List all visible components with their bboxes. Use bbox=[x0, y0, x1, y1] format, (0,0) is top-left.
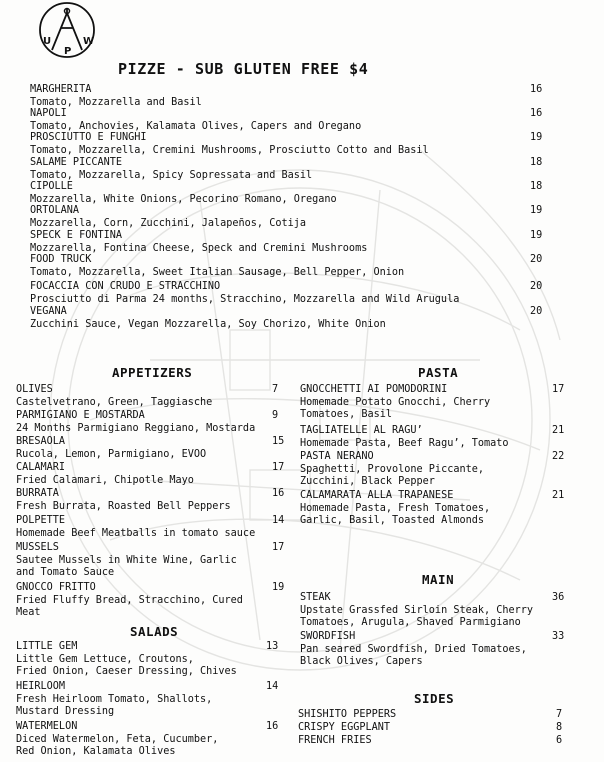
menu-item-description: Prosciutto di Parma 24 months, Stracchino, Mozzarella and Wild Arugula bbox=[30, 293, 460, 305]
menu-item-description: Mozzarella, White Onions, Pecorino Romano, Oregano bbox=[30, 193, 337, 205]
pizze-title: PIZZE - SUB GLUTEN FREE $4 bbox=[118, 60, 369, 78]
appetizer-item bbox=[16, 384, 212, 409]
main-item bbox=[300, 592, 533, 630]
menu-item-name: MARGHERITA bbox=[30, 84, 92, 95]
menu-item-description: Fried Calamari, Chipotle Mayo bbox=[16, 474, 194, 486]
menu-item-name: STEAK bbox=[300, 592, 331, 603]
menu-item-description: Rucola, Lemon, Parmigiano, EVOO bbox=[16, 448, 207, 460]
pasta-item bbox=[300, 384, 490, 422]
menu-item-name: FRENCH FRIES bbox=[298, 735, 372, 746]
menu-item-name: BRESAOLA bbox=[16, 436, 66, 447]
pizza-item bbox=[30, 306, 386, 331]
menu-item-description: Fried Onion, Caeser Dressing, Chives bbox=[16, 666, 237, 677]
side-item bbox=[298, 709, 396, 722]
menu-item-price: 9 bbox=[272, 410, 279, 421]
menu-item-price: 13 bbox=[266, 641, 279, 652]
appetizer-item bbox=[16, 436, 206, 461]
menu-item-name: VEGANA bbox=[30, 306, 67, 317]
menu-item-price: 6 bbox=[556, 735, 563, 746]
menu-item-name: FOOD TRUCK bbox=[30, 254, 92, 265]
menu-item-description: Fried Fluffy Bread, Stracchino, Cured bbox=[16, 594, 243, 606]
menu-item-name: SPECK E FONTINA bbox=[30, 230, 123, 241]
restaurant-logo bbox=[30, 2, 104, 64]
menu-item-price: 22 bbox=[552, 451, 565, 462]
salad-item bbox=[16, 681, 212, 719]
menu-item-price: 14 bbox=[272, 515, 285, 526]
menu-item-name: LITTLE GEM bbox=[16, 641, 78, 652]
menu-item-description: Mozzarella, Corn, Zucchini, Jalapeños, Cotija bbox=[30, 217, 307, 229]
svg-text:W: W bbox=[83, 36, 95, 47]
menu-item-name: GNOCCO FRITTO bbox=[16, 582, 96, 593]
menu-item-price: 17 bbox=[272, 462, 285, 473]
menu-item-name: ORTOLANA bbox=[30, 205, 80, 216]
menu-item-price: 19 bbox=[272, 582, 285, 593]
menu-item-description: Little Gem Lettuce, Croutons, bbox=[16, 653, 194, 665]
menu-item-name: WATERMELON bbox=[16, 721, 78, 732]
menu-item-description: Meat bbox=[16, 607, 41, 618]
pizza-item bbox=[30, 281, 459, 306]
menu-item-name: TAGLIATELLE AL RAGU’ bbox=[300, 425, 423, 436]
menu-item-name: SALAME PICCANTE bbox=[30, 157, 123, 168]
menu-item-price: 7 bbox=[556, 709, 563, 720]
salads-title: SALADS bbox=[130, 624, 179, 639]
menu-item-price: 8 bbox=[556, 722, 563, 733]
menu-item-description: Homemade Pasta, Fresh Tomatoes, bbox=[300, 502, 491, 514]
menu-item-description: Garlic, Basil, Toasted Almonds bbox=[300, 515, 485, 526]
pasta-title: PASTA bbox=[418, 365, 459, 380]
menu-item-description: Tomato, Mozzarella, Cremini Mushrooms, Prosciutto Cotto and Basil bbox=[30, 144, 429, 156]
menu-item-name: SWORDFISH bbox=[300, 631, 356, 642]
sides-title: SIDES bbox=[414, 691, 455, 706]
menu-item-description: Fresh Heirloom Tomato, Shallots, bbox=[16, 693, 213, 705]
menu-item-price: 21 bbox=[552, 425, 565, 436]
menu-item-price: 18 bbox=[530, 157, 543, 168]
menu-item-price: 17 bbox=[272, 542, 285, 553]
pizza-item bbox=[30, 205, 306, 230]
menu-item-name: HEIRLOOM bbox=[16, 681, 66, 692]
salad-item bbox=[16, 721, 218, 759]
menu-item-name: MUSSELS bbox=[16, 542, 59, 553]
menu-item-description: Tomatoes, Basil bbox=[300, 409, 393, 420]
menu-item-description: Tomato, Mozzarella, Spicy Sopressata and Basil bbox=[30, 169, 313, 181]
menu-item-name: NAPOLI bbox=[30, 108, 67, 119]
menu-item-price: 19 bbox=[530, 230, 543, 241]
pizza-item bbox=[30, 230, 367, 255]
menu-item-description: Tomatoes, Arugula, Shaved Parmigiano bbox=[300, 617, 521, 628]
menu-item-price: 7 bbox=[272, 384, 279, 395]
pizza-item bbox=[30, 108, 361, 133]
menu-item-description: Black Olives, Capers bbox=[300, 656, 423, 667]
menu-item-description: Zucchini Sauce, Vegan Mozzarella, Soy Chorizo, White Onion bbox=[30, 318, 386, 330]
menu-item-name: PROSCIUTTO E FUNGHI bbox=[30, 132, 147, 143]
appetizer-item bbox=[16, 410, 255, 435]
appetizer-item bbox=[16, 582, 243, 620]
menu-item-price: 16 bbox=[530, 84, 543, 95]
side-item bbox=[298, 722, 390, 735]
menu-item-description: Zucchini, Black Pepper bbox=[300, 476, 435, 487]
svg-text:U: U bbox=[43, 36, 52, 47]
menu-item-price: 16 bbox=[530, 108, 543, 119]
menu-item-description: Fresh Burrata, Roasted Bell Peppers bbox=[16, 500, 231, 512]
appetizer-item bbox=[16, 488, 231, 513]
menu-item-price: 19 bbox=[530, 205, 543, 216]
menu-item-description: Pan seared Swordfish, Dried Tomatoes, bbox=[300, 643, 527, 655]
pasta-item bbox=[300, 425, 509, 450]
menu-item-name: OLIVES bbox=[16, 384, 53, 395]
menu-item-description: Homemade Potato Gnocchi, Cherry bbox=[300, 396, 491, 408]
menu-item-price: 20 bbox=[530, 281, 543, 292]
menu-item-name: PARMIGIANO E MOSTARDA bbox=[16, 410, 145, 421]
menu-item-description: Mustard Dressing bbox=[16, 706, 115, 717]
menu-item-name: FOCACCIA CON CRUDO E STRACCHINO bbox=[30, 281, 221, 292]
pizza-item bbox=[30, 181, 337, 206]
pizza-item bbox=[30, 132, 429, 157]
pizza-item bbox=[30, 157, 312, 182]
menu-item-name: PASTA NERANO bbox=[300, 451, 374, 462]
pizza-item bbox=[30, 254, 404, 279]
main-item bbox=[300, 631, 527, 669]
pizza-item bbox=[30, 84, 202, 109]
menu-item-description: Tomato, Mozzarella, Sweet Italian Sausage, Bell Pepper, Onion bbox=[30, 266, 405, 278]
menu-item-description: Spaghetti, Provolone Piccante, bbox=[300, 463, 485, 475]
menu-item-name: BURRATA bbox=[16, 488, 59, 499]
pasta-item bbox=[300, 451, 484, 489]
pasta-item bbox=[300, 490, 490, 528]
appetizers-title: APPETIZERS bbox=[112, 365, 193, 380]
menu-item-price: 16 bbox=[272, 488, 285, 499]
menu-item-name: SHISHITO PEPPERS bbox=[298, 709, 397, 720]
menu-item-description: and Tomato Sauce bbox=[16, 567, 115, 578]
menu-item-name: POLPETTE bbox=[16, 515, 66, 526]
svg-text:P: P bbox=[64, 46, 72, 57]
menu-item-description: Homemade Pasta, Beef Ragu’, Tomato bbox=[300, 437, 509, 449]
menu-item-description: Homemade Beef Meatballs in tomato sauce bbox=[16, 527, 256, 539]
menu-item-price: 15 bbox=[272, 436, 285, 447]
menu-item-name: CIPOLLE bbox=[30, 181, 73, 192]
menu-item-price: 33 bbox=[552, 631, 565, 642]
menu-item-description: Upstate Grassfed Sirloin Steak, Cherry bbox=[300, 604, 534, 616]
side-item bbox=[298, 735, 372, 748]
menu-item-price: 20 bbox=[530, 306, 543, 317]
menu-item-name: CALAMARATA ALLA TRAPANESE bbox=[300, 490, 454, 501]
appetizer-item bbox=[16, 462, 194, 487]
main-title: MAIN bbox=[422, 572, 455, 587]
menu-item-description: Red Onion, Kalamata Olives bbox=[16, 746, 176, 757]
menu-item-price: 21 bbox=[552, 490, 565, 501]
menu-item-price: 19 bbox=[530, 132, 543, 143]
menu-item-price: 17 bbox=[552, 384, 565, 395]
menu-item-name: CALAMARI bbox=[16, 462, 66, 473]
appetizer-item bbox=[16, 542, 237, 580]
salad-item bbox=[16, 641, 237, 679]
menu-item-description: Tomato, Mozzarella and Basil bbox=[30, 96, 202, 108]
menu-item-description: Tomato, Anchovies, Kalamata Olives, Capers and Oregano bbox=[30, 120, 362, 132]
menu-item-description: Diced Watermelon, Feta, Cucumber, bbox=[16, 733, 219, 745]
menu-item-price: 20 bbox=[530, 254, 543, 265]
appetizer-item bbox=[16, 515, 255, 540]
menu-item-price: 18 bbox=[530, 181, 543, 192]
menu-item-name: GNOCCHETTI AI POMODORINI bbox=[300, 384, 448, 395]
menu-item-description: Mozzarella, Fontina Cheese, Speck and Cremini Mushrooms bbox=[30, 242, 368, 254]
menu-item-description: Sautee Mussels in White Wine, Garlic bbox=[16, 554, 237, 566]
menu-item-price: 14 bbox=[266, 681, 279, 692]
menu-item-price: 36 bbox=[552, 592, 565, 603]
menu-item-name: CRISPY EGGPLANT bbox=[298, 722, 391, 733]
menu-item-description: 24 Months Parmigiano Reggiano, Mostarda bbox=[16, 422, 256, 434]
menu-item-description: Castelvetrano, Green, Taggiasche bbox=[16, 396, 213, 408]
menu-item-price: 16 bbox=[266, 721, 279, 732]
